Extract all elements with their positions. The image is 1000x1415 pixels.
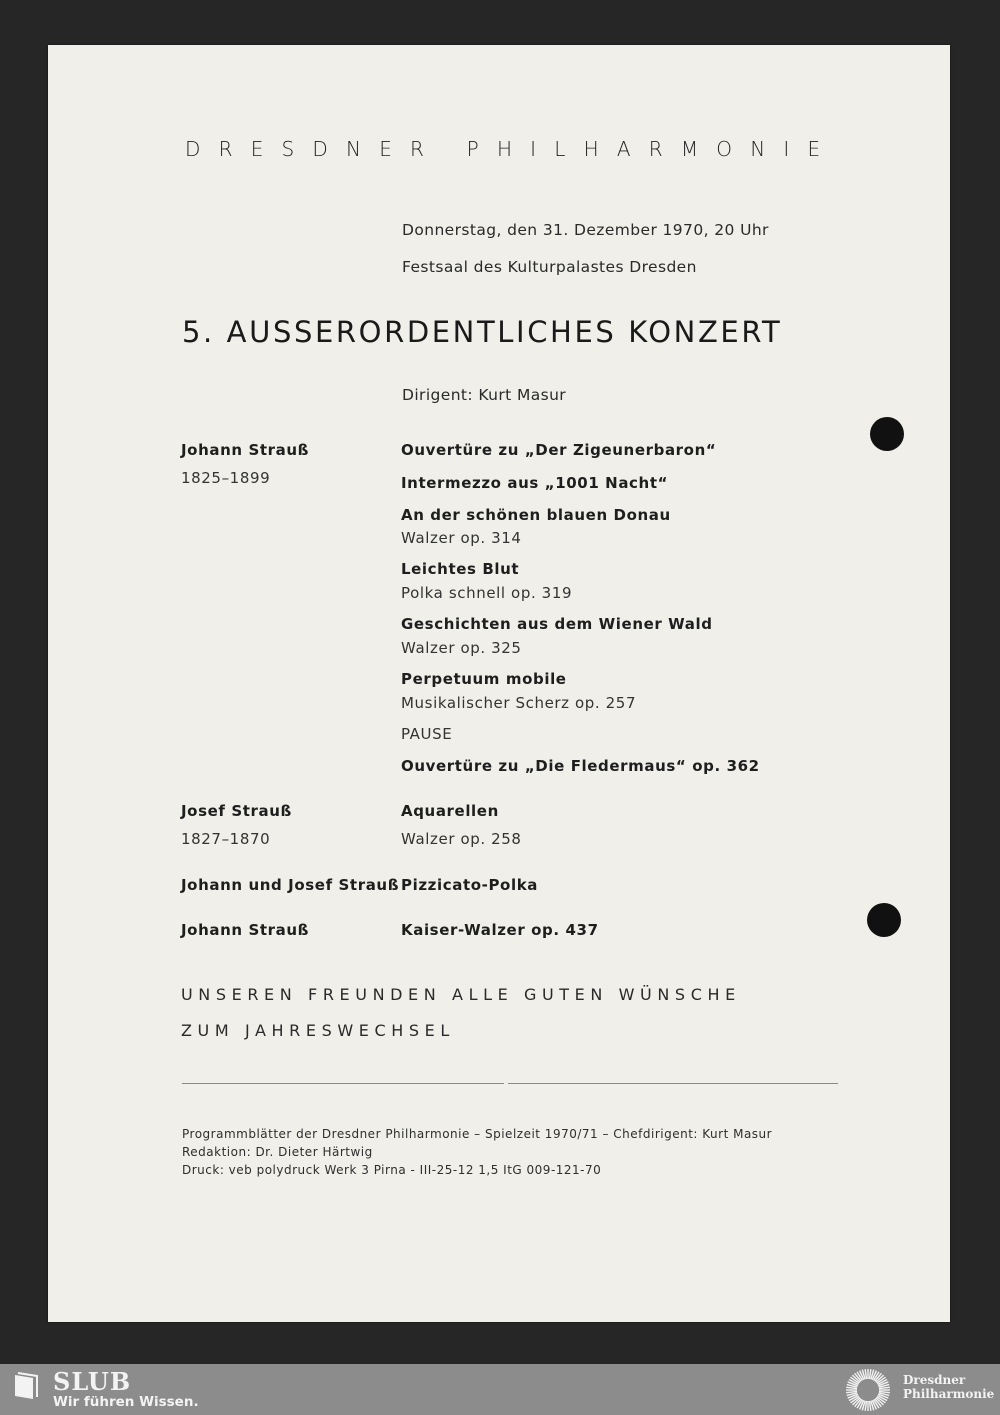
work-title: Ouvertüre zu „Der Zigeunerbaron“	[401, 441, 717, 459]
work-title: Intermezzo aus „1001 Nacht“	[401, 474, 669, 492]
branding-bar	[0, 1364, 1000, 1415]
philharmonie-name-line: Philharmonie	[903, 1387, 995, 1401]
date-line: Donnerstag, den 31. Dezember 1970, 20 Uhr	[402, 221, 769, 239]
punch-hole	[867, 903, 901, 937]
composer-name: Johann Strauß	[181, 441, 310, 459]
work-title: An der schönen blauen Donau	[401, 506, 671, 524]
work-title: Kaiser-Walzer op. 437	[401, 921, 599, 939]
sunburst-ray	[846, 1387, 857, 1388]
work-subtitle: Walzer op. 314	[401, 529, 522, 547]
work-title: Ouvertüre zu „Die Fledermaus“ op. 362	[401, 757, 760, 775]
work-title: Aquarellen	[401, 802, 499, 820]
composer-name: Johann Strauß	[181, 921, 310, 939]
venue-line: Festsaal des Kulturpalastes Dresden	[402, 258, 697, 276]
work-subtitle: Musikalischer Scherz op. 257	[401, 694, 637, 712]
philharmonie-sunburst-icon	[843, 1367, 893, 1413]
divider-rule	[508, 1083, 838, 1084]
divider-rule	[182, 1083, 504, 1084]
concert-title: 5. AUSSERORDENTLICHES KONZERT	[182, 315, 783, 349]
slub-book-icon	[13, 1372, 39, 1400]
work-subtitle: Walzer op. 258	[401, 830, 522, 848]
composer-name: Johann und Josef Strauß	[181, 876, 400, 894]
philharmonie-name-line: Dresdner	[903, 1373, 966, 1387]
footer-line: Programmblätter der Dresdner Philharmonie – Spielzeit 1970/71 – Chefdirigent: Kurt Masur	[182, 1127, 773, 1141]
philharmonie-logo-text[interactable]	[903, 1373, 994, 1401]
slub-logo-text[interactable]: SLUB	[53, 1367, 132, 1396]
sunburst-ray	[879, 1387, 890, 1388]
intermission-label: PAUSE	[401, 725, 453, 743]
sunburst-ray	[879, 1391, 890, 1392]
sunburst-ray	[846, 1391, 857, 1392]
conductor-line: Dirigent: Kurt Masur	[402, 386, 567, 404]
slub-tagline: Wir führen Wissen.	[53, 1394, 199, 1410]
work-subtitle: Walzer op. 325	[401, 639, 522, 657]
composer-years: 1827–1870	[181, 830, 271, 848]
greeting-line: UNSEREN FREUNDEN ALLE GUTEN WÜNSCHE	[181, 985, 741, 1004]
work-subtitle: Polka schnell op. 319	[401, 584, 573, 602]
footer-line: Druck: veb polydruck Werk 3 Pirna - III-25-12 1,5 ItG 009-121-70	[182, 1163, 602, 1177]
work-title: Geschichten aus dem Wiener Wald	[401, 615, 713, 633]
footer-line: Redaktion: Dr. Dieter Härtwig	[182, 1145, 373, 1159]
program-sheet	[48, 45, 950, 1322]
greeting-line: ZUM JAHRESWECHSEL	[181, 1021, 455, 1040]
composer-years: 1825–1899	[181, 469, 271, 487]
work-title: Perpetuum mobile	[401, 670, 567, 688]
work-title: Leichtes Blut	[401, 560, 520, 578]
composer-name: Josef Strauß	[181, 802, 292, 820]
punch-hole	[870, 417, 904, 451]
work-title: Pizzicato-Polka	[401, 876, 538, 894]
organization-heading: DRESDNER PHILHARMONIE	[185, 137, 839, 161]
